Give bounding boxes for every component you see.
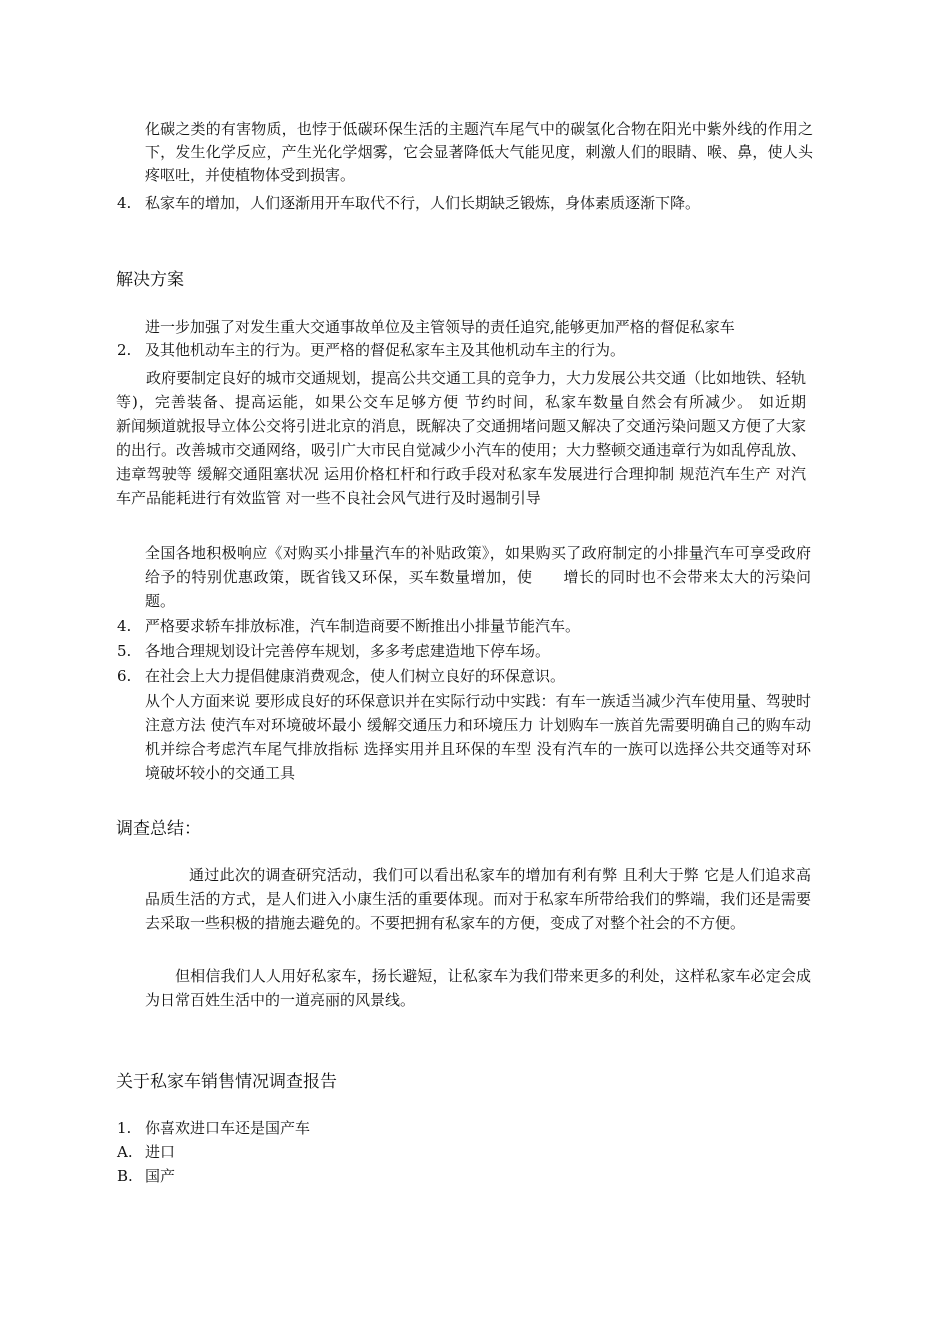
solution-paragraph-4 bbox=[145, 689, 811, 785]
solution-paragraph-3-text: 全国各地积极响应《对购买小排量汽车的补贴政策》，如果购买了政府制定的小排量汽车可享受政府给予的特别优惠政策，既省钱又环保，买车数量增加，使 增长的同时也不会带来太大的污染问题。 bbox=[145, 544, 811, 610]
survey-option-a bbox=[117, 1141, 645, 1164]
option-letter: A. bbox=[117, 1143, 133, 1161]
summary-paragraph-2 bbox=[145, 964, 811, 1012]
solution-paragraph-2 bbox=[116, 366, 852, 510]
option-letter: B. bbox=[117, 1167, 133, 1185]
list-text: 各地合理规划设计完善停车规划，多多考虑建造地下停车场。 bbox=[145, 642, 551, 660]
option-text: 进口 bbox=[145, 1143, 176, 1161]
continuation-text: 化碳之类的有害物质，也悖于低碳环保生活的主题汽车尾气中的碳氢化合物在阳光中紫外线的作用之下，发生化学反应，产生光化学烟雾，它会显著降低大气能见度，刺激人们的眼睛、喉、鼻，使人头疼呕吐，并使植物体受到损害。 bbox=[145, 120, 813, 184]
list-item bbox=[117, 192, 815, 215]
question-text: 你喜欢进口车还是国产车 bbox=[145, 1119, 311, 1137]
list-text: 私家车的增加，人们逐渐用开车取代不行，人们长期缺乏锻炼，身体素质逐渐下降。 bbox=[145, 194, 701, 212]
question-number: 1. bbox=[117, 1119, 132, 1137]
summary-paragraph-2-text: 但相信我们人人用好私家车，扬长避短，让私家车为我们带来更多的利处，这样私家车必定会成为日常百姓生活中的一道亮丽的风景线。 bbox=[145, 967, 811, 1009]
list-number: 5. bbox=[117, 642, 132, 660]
survey-heading: 关于私家车销售情况调查报告 bbox=[116, 1072, 337, 1092]
list-number: 2. bbox=[117, 341, 132, 359]
continuation-paragraph bbox=[145, 118, 813, 187]
solution-list-item-4 bbox=[117, 615, 815, 638]
list-text: 在社会上大力提倡健康消费观念，使人们树立良好的环保意识。 bbox=[145, 667, 566, 685]
solution-paragraph-2-text: 政府要制定良好的城市交通规划，提高公共交通工具的竞争力，大力发展公共交通（比如地铁、轻轨等)，完善装备、提高运能，如果公交车足够方便 节约时间，私家车数量自然会有所减少。 如近期 新闻频道就报导立体公交将引进北京的消息，既解决了交通拥堵问题又解决了交通污染问题又方便了大家的出行。改善城市交通网络，吸引广大市民自觉减少小汽车的使用；大力整顿交通违章行为如乱停乱放、违章驾驶等 缓解交通阻塞状况 运用价格杠杆和行政手段对私家车发展进行合理抑制 规范汽车生产 对汽车产品能耗进行有效监管 对一些不良社会风气进行及时遏制引导 bbox=[116, 369, 852, 507]
solution-heading: 解决方案 bbox=[116, 270, 184, 290]
summary-paragraph-1 bbox=[145, 863, 811, 935]
option-text: 国产 bbox=[145, 1167, 176, 1185]
summary-paragraph-1-text: 通过此次的调查研究活动，我们可以看出私家车的增加有利有弊 且利大于弊 它是人们追求高品质生活的方式，是人们进入小康生活的重要体现。而对于私家车所带给我们的弊端，我们还是需要去采取一些积极的措施去避免的。不要把拥有私家车的方便，变成了对整个社会的不方便。 bbox=[145, 866, 811, 932]
solution-paragraph-3 bbox=[145, 541, 811, 613]
solution-paragraph-1-line1: 进一步加强了对发生重大交通事故单位及主管领导的责任追究,能够更加严格的督促私家车 bbox=[145, 318, 735, 336]
list-number: 4. bbox=[117, 194, 132, 212]
summary-heading: 调查总结： bbox=[116, 819, 201, 839]
survey-option-b bbox=[117, 1165, 645, 1188]
solution-list-item-6 bbox=[117, 665, 815, 688]
solution-list-item-5 bbox=[117, 640, 815, 663]
solution-paragraph-4-text: 从个人方面来说 要形成良好的环保意识并在实际行动中实践：有车一族适当减少汽车使用量、驾驶时注意方法 使汽车对环境破坏最小 缓解交通压力和环境压力 计划购车一族首先需要明确自己的购车动机并综合考虑汽车尾气排放指标 选择实用并且环保的车型 没有汽车的一族可以选择公共交通等对环境破坏较小的交通工具 bbox=[145, 692, 811, 782]
list-number: 6. bbox=[117, 667, 132, 685]
list-number: 4. bbox=[117, 617, 132, 635]
survey-question bbox=[117, 1117, 645, 1140]
solution-paragraph-1-line2: 及其他机动车主的行为。更严格的督促私家车主及其他机动车主的行为。 bbox=[145, 341, 626, 359]
solution-paragraph-1 bbox=[117, 316, 815, 362]
list-text: 严格要求轿车排放标准，汽车制造商要不断推出小排量节能汽车。 bbox=[145, 617, 581, 635]
